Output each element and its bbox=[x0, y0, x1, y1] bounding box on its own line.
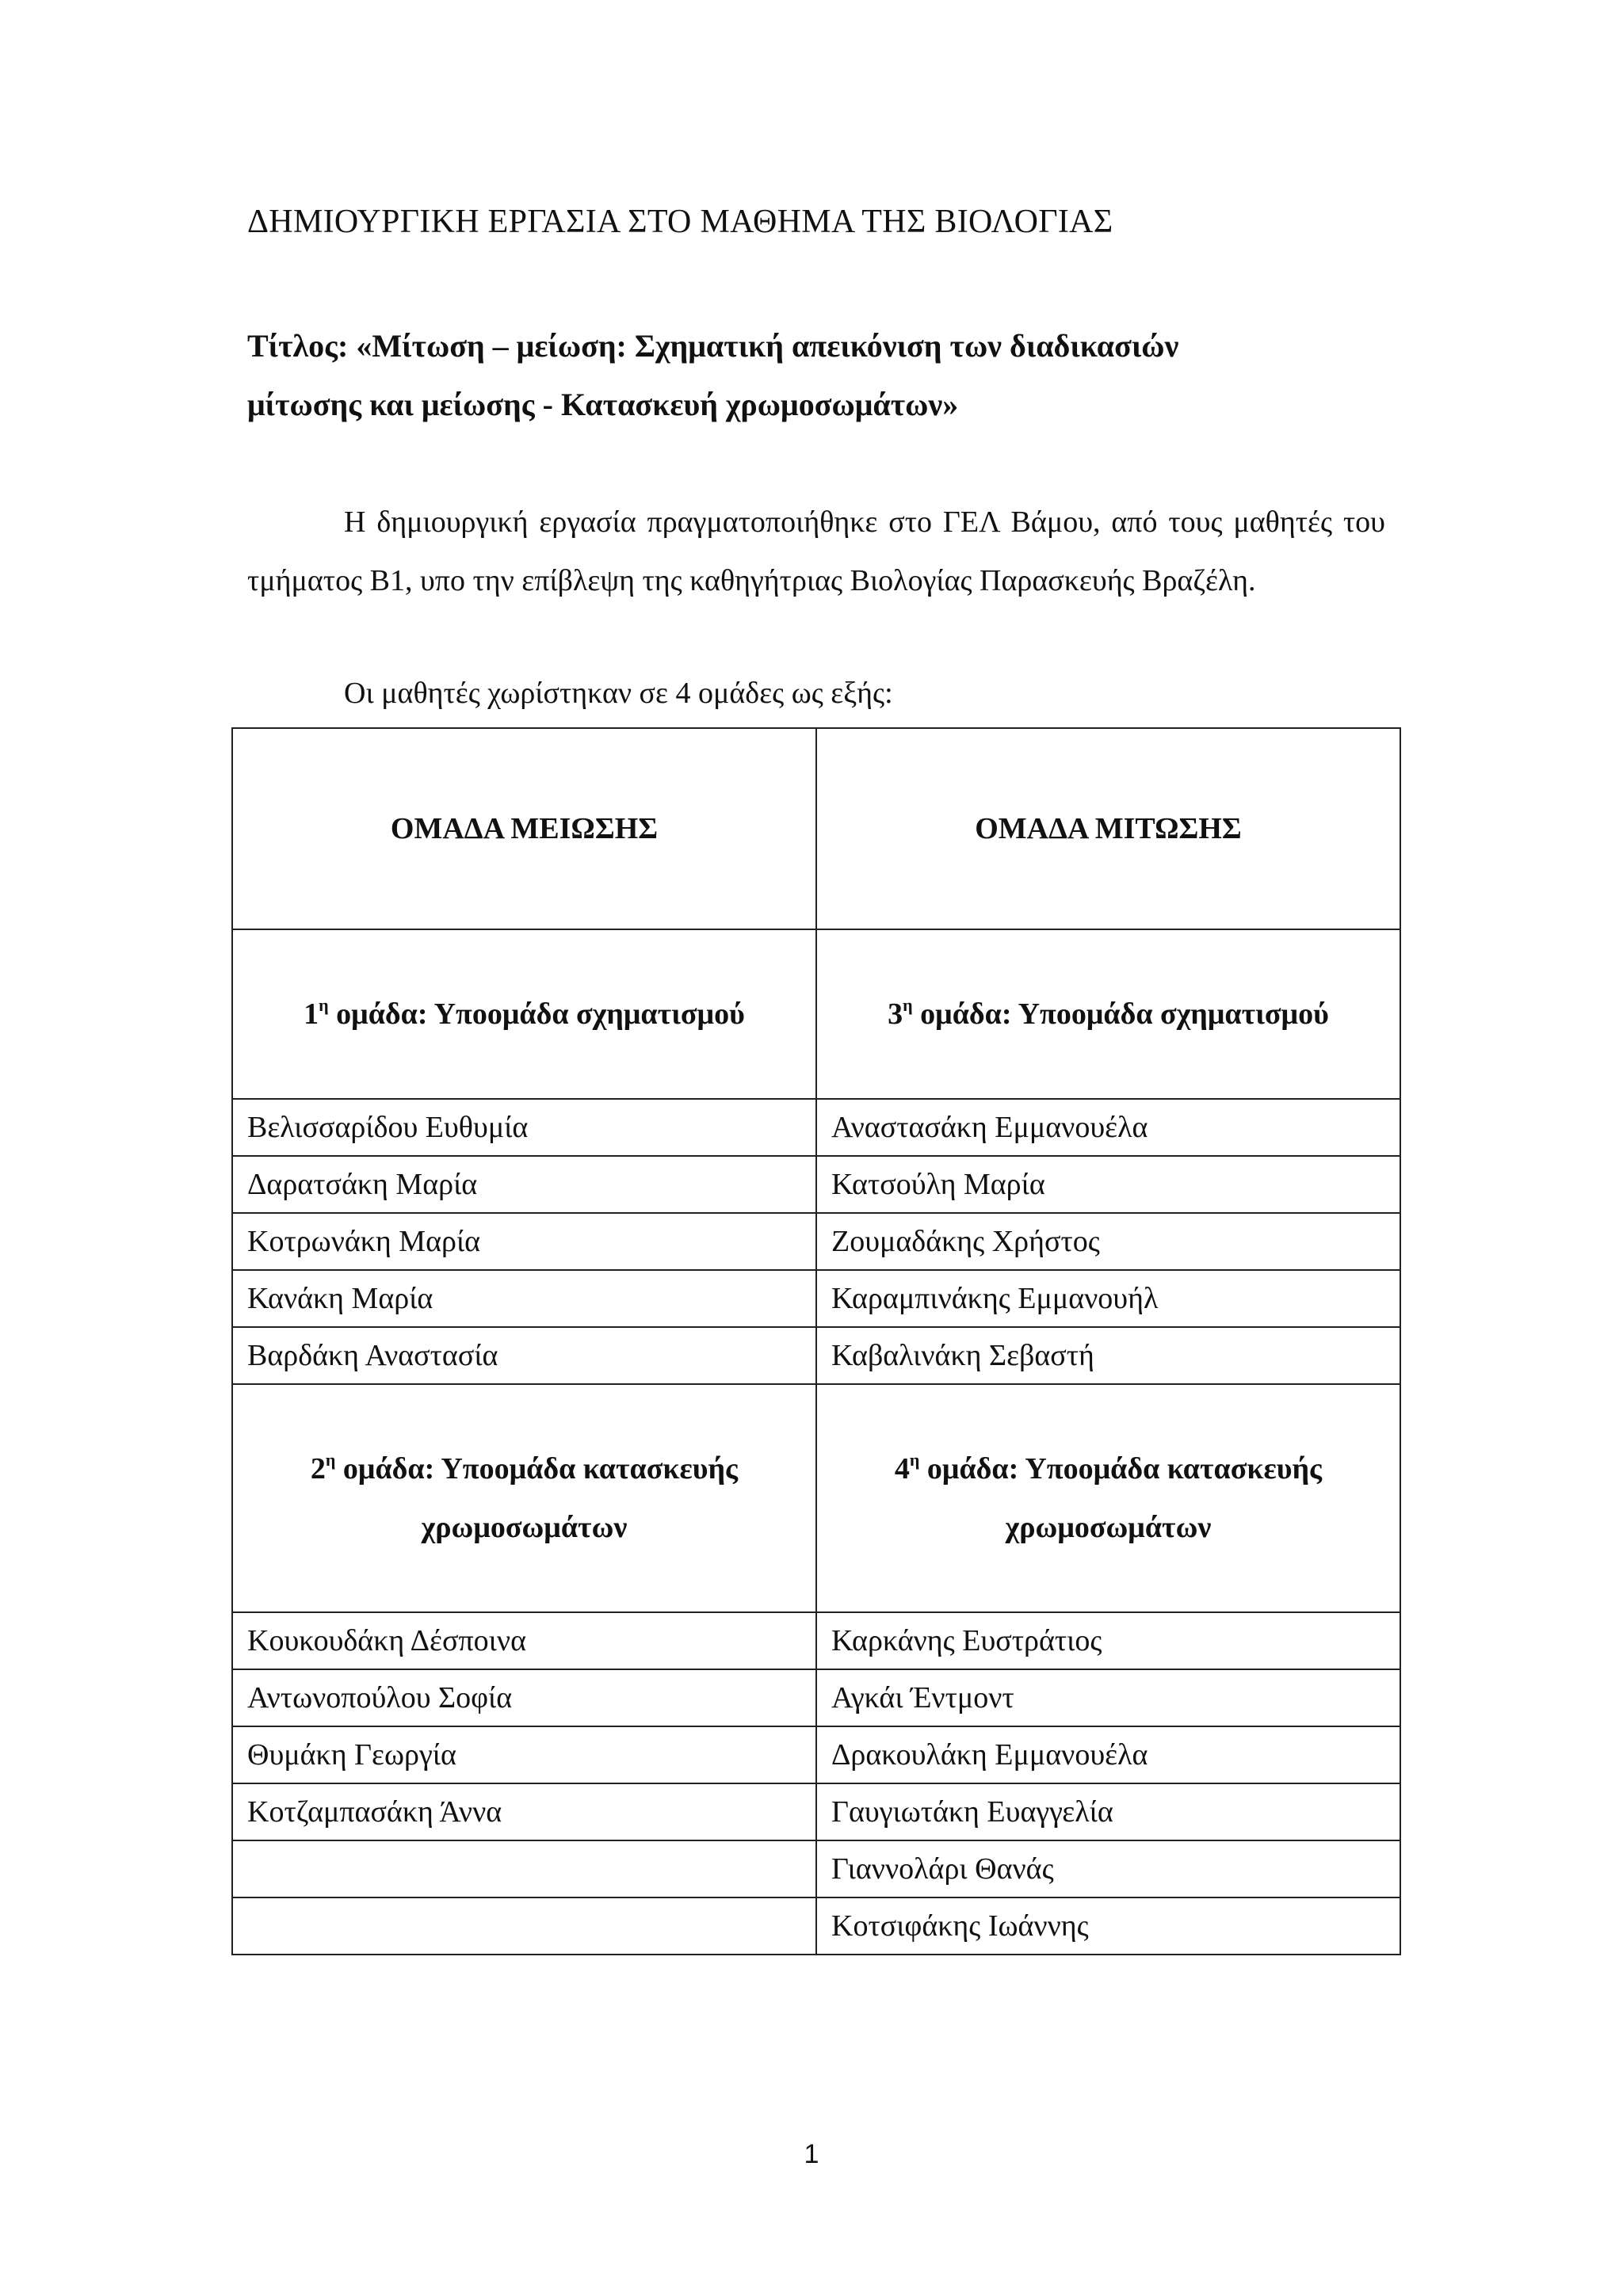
student-name: Θυμάκη Γεωργία bbox=[232, 1726, 816, 1783]
student-name: Καρκάνης Ευστράτιος bbox=[816, 1612, 1400, 1669]
subgroup-2-header bbox=[232, 1384, 816, 1612]
subgroup-number: 4 bbox=[894, 1452, 910, 1486]
student-name: Βελισσαρίδου Ευθυμία bbox=[232, 1099, 816, 1156]
meiosis-group-header: ΟΜΑΔΑ ΜΕΙΩΣΗΣ bbox=[232, 728, 816, 929]
student-name: Δρακουλάκη Εμμανουέλα bbox=[816, 1726, 1400, 1783]
subgroup-label: ομάδα: Υποομάδα κατασκευής bbox=[919, 1452, 1323, 1486]
subgroup-3-header bbox=[816, 929, 1400, 1099]
ordinal-suffix: η bbox=[325, 1450, 336, 1470]
ordinal-suffix: η bbox=[903, 995, 913, 1015]
student-name: Κοτσιφάκης Ιωάννης bbox=[816, 1897, 1400, 1955]
empty-cell bbox=[232, 1840, 816, 1897]
table-row bbox=[232, 1612, 1400, 1669]
student-name: Καραμπινάκης Εμμανουήλ bbox=[816, 1270, 1400, 1327]
subgroup-label: ομάδα: Υποομάδα σχηματισμού bbox=[912, 997, 1329, 1031]
mitosis-group-header: ΟΜΑΔΑ ΜΙΤΩΣΗΣ bbox=[816, 728, 1400, 929]
subgroup-number: 1 bbox=[304, 997, 319, 1031]
subtitle-line-1: Τίτλος: «Μίτωση – μείωση: Σχηματική απεικόνιση των διαδικασιών bbox=[247, 328, 1179, 364]
subgroup-1-header bbox=[232, 929, 816, 1099]
subgroup-number: 3 bbox=[888, 997, 903, 1031]
table-row bbox=[232, 1270, 1400, 1327]
subgroup-4-header bbox=[816, 1384, 1400, 1612]
student-name: Βαρδάκη Αναστασία bbox=[232, 1327, 816, 1384]
table-row bbox=[232, 1213, 1400, 1270]
page-number: 1 bbox=[804, 2139, 819, 2169]
table-row bbox=[232, 1783, 1400, 1840]
groups-table bbox=[231, 727, 1401, 1955]
student-name: Κανάκη Μαρία bbox=[232, 1270, 816, 1327]
empty-cell bbox=[232, 1897, 816, 1955]
table-row bbox=[232, 1327, 1400, 1384]
subgroup-number: 2 bbox=[310, 1452, 326, 1486]
table-row bbox=[232, 1669, 1400, 1726]
subgroup-header-row bbox=[232, 1384, 1400, 1612]
student-name: Αναστασάκη Εμμανουέλα bbox=[816, 1099, 1400, 1156]
ordinal-suffix: η bbox=[319, 995, 329, 1015]
ordinal-suffix: η bbox=[909, 1450, 920, 1470]
groups-intro: Οι μαθητές χωρίστηκαν σε 4 ομάδες ως εξής: bbox=[344, 677, 893, 710]
table-row bbox=[232, 1156, 1400, 1213]
subgroup-header-row bbox=[232, 929, 1400, 1099]
page-title: ΔΗΜΙΟΥΡΓΙΚΗ ΕΡΓΑΣΙΑ ΣΤΟ ΜΑΘΗΜΑ ΤΗΣ ΒΙΟΛΟΓΙΑΣ bbox=[247, 204, 1113, 240]
table-row bbox=[232, 1840, 1400, 1897]
student-name: Κατσούλη Μαρία bbox=[816, 1156, 1400, 1213]
student-name: Γαυγιωτάκη Ευαγγελία bbox=[816, 1783, 1400, 1840]
subgroup-label: ομάδα: Υποομάδα σχηματισμού bbox=[328, 997, 745, 1031]
table-header-row bbox=[232, 728, 1400, 929]
table-row bbox=[232, 1099, 1400, 1156]
subgroup-label-line-2: χρωμοσωμάτων bbox=[421, 1511, 628, 1544]
subtitle-line-2: μίτωσης και μείωσης - Κατασκευή χρωμοσωμάτων» bbox=[247, 387, 959, 422]
project-subtitle bbox=[247, 317, 1396, 434]
student-name: Ζουμαδάκης Χρήστος bbox=[816, 1213, 1400, 1270]
table-row bbox=[232, 1897, 1400, 1955]
student-name: Γιαννολάρι Θανάς bbox=[816, 1840, 1400, 1897]
student-name: Αντωνοπούλου Σοφία bbox=[232, 1669, 816, 1726]
student-name: Αγκάι Έντμοντ bbox=[816, 1669, 1400, 1726]
student-name: Κοτζαμπασάκη Άννα bbox=[232, 1783, 816, 1840]
student-name: Κοτρωνάκη Μαρία bbox=[232, 1213, 816, 1270]
student-name: Κουκουδάκη Δέσποινα bbox=[232, 1612, 816, 1669]
student-name: Δαρατσάκη Μαρία bbox=[232, 1156, 816, 1213]
subgroup-label-line-2: χρωμοσωμάτων bbox=[1005, 1511, 1212, 1544]
student-name: Καβαλινάκη Σεβαστή bbox=[816, 1327, 1400, 1384]
intro-paragraph: Η δημιουργική εργασία πραγματοποιήθηκε στο ΓΕΛ Βάμου, από τους μαθητές του τμήματος Β1, υπο την επίβλεψη της καθηγήτριας Βιολογίας Παρασκευής Βραζέλη. bbox=[247, 505, 1385, 597]
subgroup-label: ομάδα: Υποομάδα κατασκευής bbox=[335, 1452, 739, 1486]
table-row bbox=[232, 1726, 1400, 1783]
